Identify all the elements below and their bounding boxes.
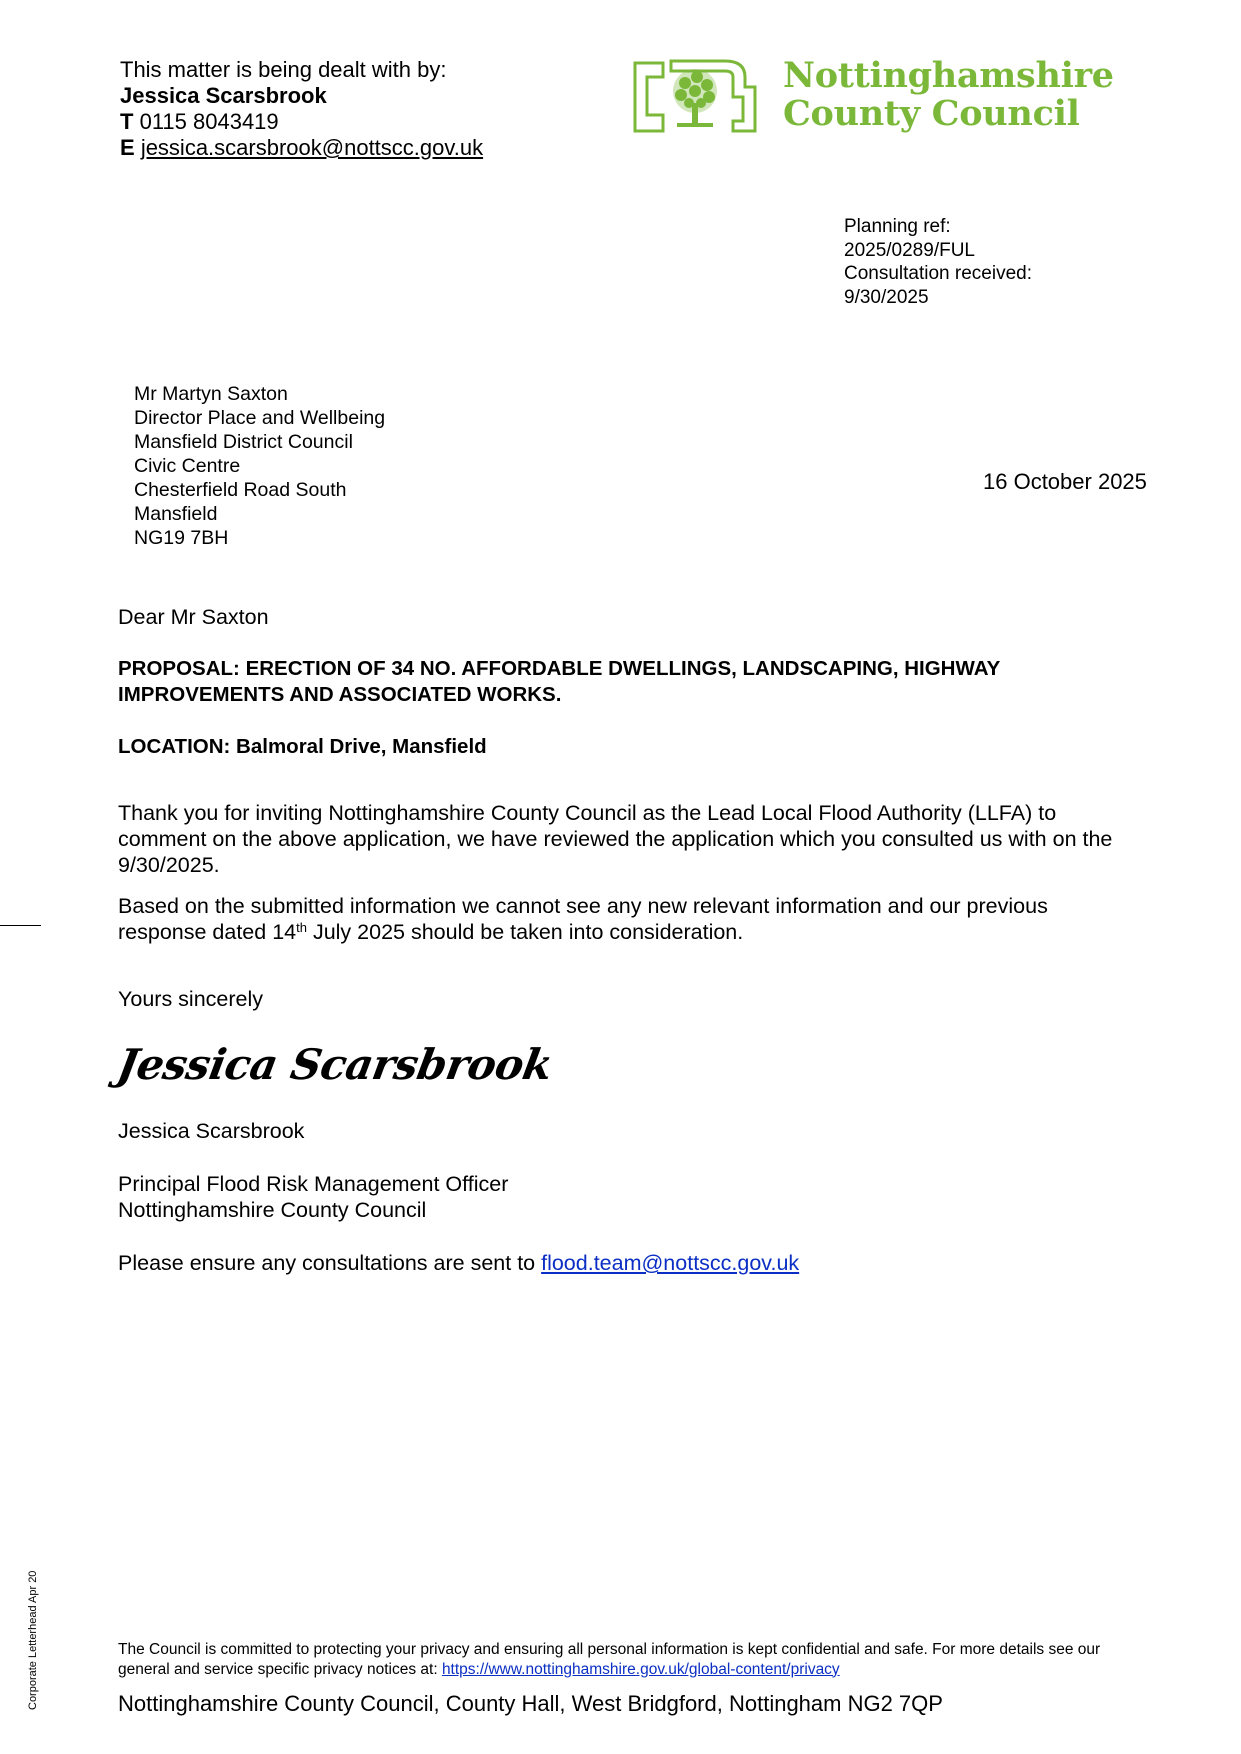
- location-heading: LOCATION: Balmoral Drive, Mansfield: [118, 735, 487, 758]
- consultation-label: Consultation received:: [844, 263, 1032, 284]
- address-line: Civic Centre: [134, 455, 241, 477]
- contact-name: Jessica Scarsbrook: [120, 83, 327, 108]
- consultation-date: 9/30/2025: [844, 286, 929, 308]
- footer-address: Nottinghamshire County Council, County Hall, West Bridgford, Nottingham NG2 7QP: [118, 1691, 943, 1716]
- address-line: Chesterfield Road South: [134, 479, 347, 501]
- para2-text: Based on the submitted information we cannot see any new relevant information and our previous response dated 14: [118, 894, 1048, 944]
- salutation: Dear Mr Saxton: [118, 605, 269, 629]
- council-logo: [633, 55, 1133, 141]
- logo-line-2: County Council: [783, 93, 1080, 134]
- consultation-text: Please ensure any consultations are sent to: [118, 1251, 542, 1275]
- contact-email-link[interactable]: jessica.scarsbrook@nottscc.gov.uk: [140, 135, 484, 160]
- contact-block: [120, 57, 483, 161]
- tree-emblem-icon: [633, 57, 768, 137]
- council-name-logotype: [783, 57, 1114, 133]
- address-line: Mr Martyn Saxton: [134, 383, 288, 405]
- logo-line-1: Nottinghamshire: [783, 55, 1114, 96]
- email-label: E: [120, 135, 135, 160]
- reference-block: [844, 215, 1032, 309]
- address-line: Director Place and Wellbeing: [134, 407, 386, 429]
- privacy-text: The Council is committed to protecting your privacy and ensuring all personal information is kept confidential and safe. For more details see our general and service specific privacy notices at:: [118, 1641, 1101, 1678]
- letterhead-version-label: Corporate Letterhead Apr 20: [27, 1570, 39, 1710]
- flood-team-email-link[interactable]: flood.team@nottscc.gov.uk: [541, 1251, 800, 1275]
- signoff-title: Principal Flood Risk Management Officer: [118, 1172, 509, 1196]
- recipient-address: [134, 382, 385, 550]
- letter-date: 16 October 2025: [983, 469, 1147, 494]
- closing: Yours sincerely: [118, 987, 263, 1011]
- privacy-link[interactable]: https://www.nottinghamshire.gov.uk/global-content/privacy: [441, 1660, 840, 1678]
- signoff-name: Jessica Scarsbrook: [118, 1119, 305, 1143]
- planning-ref-label: Planning ref:: [844, 216, 951, 237]
- fold-mark: [0, 925, 41, 926]
- consultation-instruction: [118, 1250, 1118, 1276]
- contact-tel: 0115 8043419: [139, 109, 279, 134]
- privacy-notice: [118, 1640, 1128, 1679]
- planning-ref: 2025/0289/FUL: [844, 239, 975, 261]
- body-paragraph-2: [118, 893, 1118, 945]
- para2-text-end: July 2025 should be taken into consideration.: [306, 920, 744, 944]
- handwritten-signature: Jessica Scarsbrook: [113, 1040, 557, 1089]
- address-line: NG19 7BH: [134, 527, 229, 549]
- contact-intro: This matter is being dealt with by:: [120, 57, 447, 82]
- tel-label: T: [120, 109, 134, 134]
- address-line: Mansfield: [134, 503, 218, 525]
- body-paragraph-1: Thank you for inviting Nottinghamshire County Council as the Lead Local Flood Authority (LLFA) to comment on the above application, we have reviewed the application which you consulted us with on the 9/30/2025.: [118, 801, 1113, 877]
- ordinal-suffix: th: [296, 920, 307, 935]
- signoff-organisation: Nottinghamshire County Council: [118, 1198, 427, 1222]
- proposal-heading: PROPOSAL: ERECTION OF 34 NO. AFFORDABLE DWELLINGS, LANDSCAPING, HIGHWAY IMPROVEMENTS AND ASSOCIATED WORKS.: [118, 657, 1000, 706]
- address-line: Mansfield District Council: [134, 431, 353, 453]
